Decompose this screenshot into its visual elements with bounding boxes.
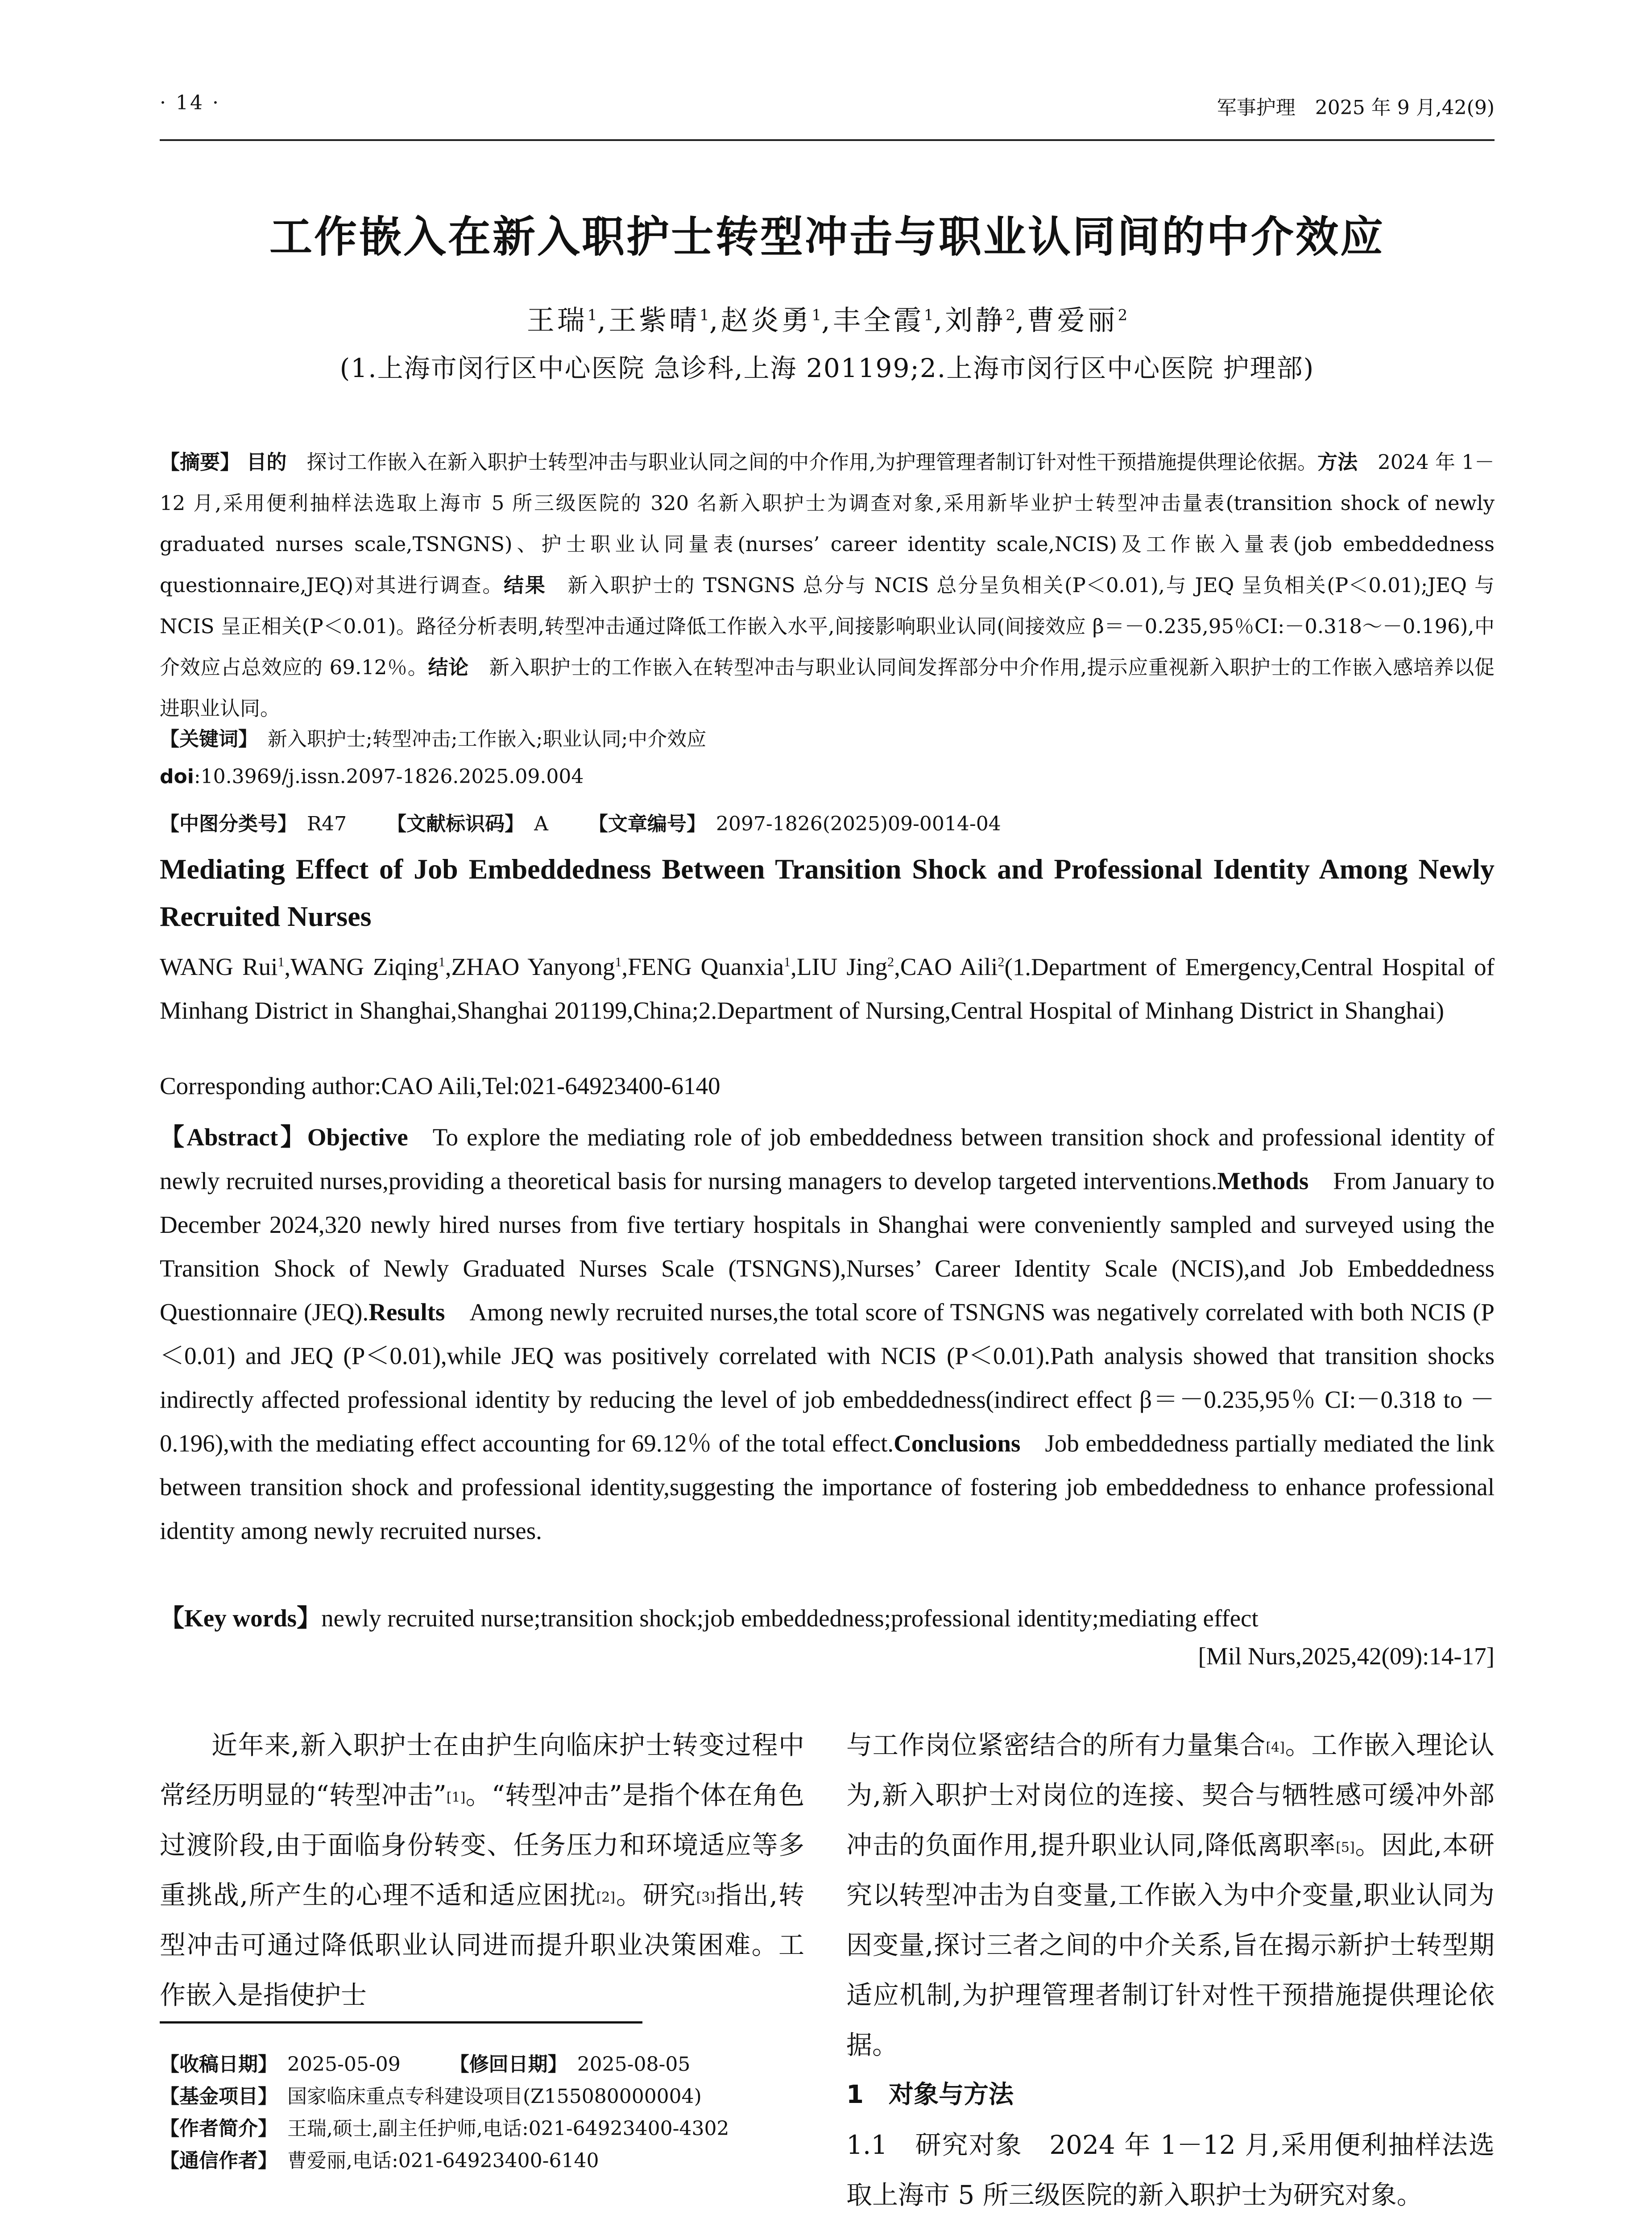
author-bio-value: 王瑞,硕士,副主任护师,电话:021-64923400-4302 (287, 2117, 729, 2140)
subsection-1-1 (846, 2120, 1495, 2220)
author-cn: 王紫晴$^1$ (609, 304, 709, 336)
results-label-en: Results (368, 1298, 445, 1326)
keywords-en (160, 1598, 1495, 1634)
keywords-label-en: 【Key words】 (160, 1605, 322, 1632)
author-cn: 曹爱丽$^2$ (1027, 304, 1128, 336)
author-cn: 赵炎勇$^1$ (720, 304, 822, 336)
reference-link[interactable]: [1] (446, 1790, 466, 1805)
footnote-fund (160, 2080, 702, 2109)
article-no-label: 【文章编号】 (588, 813, 706, 835)
footnote-rule (160, 2021, 642, 2024)
author-en: FENG Quanxia$^1$ (628, 953, 791, 981)
revised-label: 【修回日期】 (449, 2053, 567, 2076)
article-title-cn: 工作嵌入在新入职护士转型冲击与职业认同间的中介效应 (269, 212, 1385, 262)
footnote-corresponding (160, 2144, 599, 2173)
methods-text-en: From January to December 2024,320 newly hired nurses from five tertiary hospitals in Shanghai were conveniently sampled and surveyed using the Transition Shock of Newly Graduated Nurses Scale (TSNGNS),Nurses’ Career Identity Scale (NCIS),and Job Embeddedness Questionnaire (JEQ). (160, 1167, 1495, 1326)
affiliation-cn: (1.上海市闵行区中心医院 急诊科,上海 201199;2.上海市闵行区中心医院 护理部) (340, 353, 1315, 383)
clc-value: R47 (307, 813, 347, 835)
article-no-value: 2097-1826(2025)09-0014-04 (716, 813, 1001, 835)
received-date: 2025-05-09 (287, 2053, 401, 2076)
clc-label: 【中图分类号】 (160, 813, 297, 835)
fund-value: 国家临床重点专科建设项目(Z155080000004) (287, 2085, 702, 2108)
affiliation-en: (1.Department of Emergency,Central Hospital of Minhang District in Shanghai,Shanghai 201199,China;2.Department of Nursing,Central Hospital of Minhang District in Shanghai) (160, 953, 1495, 1024)
methods-text-cn: 2024 年 1－12 月,采用便利抽样法选取上海市 5 所三级医院的 320 名新入职护士为调查对象,采用新毕业护士转型冲击量表(transition shock of newly graduated nurses scale,TSNGNS)、护士职业认同量表(nurses’ career identity scale,NCIS)及工作嵌入量表(job embeddedness questionnaire,JEQ)对其进行调查。 (160, 450, 1495, 597)
results-label-cn: 结果 (504, 573, 547, 597)
doc-code-value: A (534, 813, 548, 835)
author-en: WANG Rui$^1$ (160, 953, 285, 981)
methods-label-en: Methods (1217, 1167, 1309, 1194)
keywords-text-en: newly recruited nurse;transition shock;job embeddedness;professional identity;mediating effect (321, 1605, 1259, 1632)
header-rule (160, 139, 1495, 141)
author-bio-label: 【作者简介】 (160, 2117, 277, 2140)
fund-label: 【基金项目】 (160, 2085, 277, 2108)
author-cn: 王瑞$^1$ (526, 304, 597, 336)
abstract-label-en: 【Abstract】 (160, 1124, 307, 1151)
author-en: WANG Ziqing$^1$ (290, 953, 445, 981)
citation: [Mil Nurs,2025,42(09):14-17] (1198, 1642, 1495, 1670)
objective-label-en: Objective (307, 1124, 408, 1151)
subsection-1-1-label: 1.1 研究对象 (846, 2130, 1023, 2160)
objective-label-cn: 目的 (246, 450, 287, 474)
author-cn: 刘静$^2$ (945, 304, 1015, 336)
results-text-en: Among newly recruited nurses,the total score of TSNGNS was negatively correlated with both NCIS (P＜0.01) and JEQ (P＜0.01),while JEQ was positively correlated with NCIS (P＜0.01).Path analysis showed that transition shocks indirectly affected professional identity by reducing the level of job embeddedness(indirect effect β＝－0.235,95％ CI:－0.318 to －0.196),with the mediating effect accounting for 69.12％ of the total effect. (160, 1298, 1495, 1457)
body-paragraph-continued: 与工作岗位紧密结合的所有力量集合[4]。工作嵌入理论认为,新入职护士对岗位的连接、契合与牺牲感可缓冲外部冲击的负面作用,提升职业认同,降低离职率[5]。因此,本研究以转型冲击为自变量,工作嵌入为中介变量,职业认同为因变量,探讨三者之间的中介关系,旨在揭示新护士转型期适应机制,为护理管理者制订针对性干预措施提供理论依据。 1 对象与方法 1.1 研究对象 2024 年 1－12 月,采用便利抽样法选取上海市 5 所三级医院的新入职护士为研究对象。 (846, 1720, 1495, 2220)
journal-issue: 军事护理 2025 年 9 月,42(9) (1217, 96, 1495, 119)
doi-link[interactable]: :10.3969/j.issn.2097-1826.2025.09.004 (194, 765, 584, 788)
body-paragraph-intro: 近年来,新入职护士在由护生向临床护士转变过程中常经历明显的“转型冲击”[1]。“转型冲击”是指个体在角色过渡阶段,由于面临身份转变、任务压力和环境适应等多重挑战,所产生的心理不适和适应困扰[2]。研究[3]指出,转型冲击可通过降低职业认同进而提升职业决策困难。工作嵌入是指使护士 (160, 1730, 804, 2010)
doi-line (160, 765, 1495, 788)
reference-link[interactable]: [3] (696, 1890, 716, 1905)
received-label: 【收稿日期】 (160, 2053, 277, 2076)
doi-label: doi (160, 765, 194, 788)
footnote-author-bio (160, 2112, 729, 2141)
classification-line (160, 808, 1495, 836)
author-en: ZHAO Yanyong$^1$ (451, 953, 622, 981)
abstract-en (160, 1116, 1495, 1553)
abstract-cn (160, 442, 1495, 729)
author-en: LIU Jing$^2$ (796, 953, 894, 981)
revised-date: 2025-08-05 (577, 2053, 691, 2076)
doc-code-label: 【文献标识码】 (387, 813, 525, 835)
page-number: · 14 · (160, 91, 220, 114)
methods-label-cn: 方法 (1317, 450, 1358, 474)
section-heading-1: 1 对象与方法 (846, 2080, 1014, 2109)
author-en: CAO Aili$^2$ (900, 953, 1005, 981)
conclusions-text-en: Job embeddedness partially mediated the link between transition shock and professional identity,suggesting the importance of fostering job embeddedness to enhance professional identity among newly recruited nurses. (160, 1430, 1495, 1544)
corresponding-author-en: Corresponding author:CAO Aili,Tel:021-64923400-6140 (160, 1072, 720, 1099)
reference-link[interactable]: [2] (596, 1890, 615, 1905)
corresponding-label: 【通信作者】 (160, 2149, 277, 2172)
objective-text-cn: 探讨工作嵌入在新入职护士转型冲击与职业认同之间的中介作用,为护理管理者制订针对性干预措施提供理论依据。 (306, 450, 1318, 474)
conclusion-label-cn: 结论 (428, 655, 469, 679)
keywords-text-cn: 新入职护士;转型冲击;工作嵌入;职业认同;中介效应 (268, 728, 707, 751)
keywords-label-cn: 【关键词】 (160, 728, 258, 751)
author-list-cn: 王瑞$^1$,王紫晴$^1$,赵炎勇$^1$,丰全霞$^1$,刘静$^2$,曹爱丽$^2$ (526, 304, 1128, 336)
keywords-cn (160, 723, 1495, 751)
corresponding-value: 曹爱丽,电话:021-64923400-6140 (287, 2149, 599, 2172)
footnote-dates (160, 2048, 690, 2077)
subsection-1-1-text: 2024 年 1－12 月,采用便利抽样法选取上海市 5 所三级医院的新入职护士为研究对象。 (846, 2130, 1495, 2210)
objective-text-en: To explore the mediating role of job embeddedness between transition shock and professional identity of newly recruited nurses,providing a theoretical basis for nursing managers to develop targeted interventions. (160, 1124, 1495, 1194)
author-list-en: WANG Rui$^1$,WANG Ziqing$^1$,ZHAO Yanyong$^1$,FENG Quanxia$^1$,LIU Jing$^2$,CAO Aili$^2$(1.Department of Emergency,Central Hospital of Minhang District in Shanghai,Shanghai 201199,China;2.Department of Nursing,Central Hospital of Minhang District in Shanghai) (160, 953, 1495, 1024)
abstract-label-cn: 【摘要】 (160, 450, 240, 474)
reference-link[interactable]: [4] (1266, 1740, 1285, 1755)
article-title-en: Mediating Effect of Job Embeddedness Between Transition Shock and Professional Identity Among Newly Recruited Nurses (160, 853, 1495, 932)
conclusions-label-en: Conclusions (894, 1430, 1021, 1457)
conclusion-text-cn: 新入职护士的工作嵌入在转型冲击与职业认同间发挥部分中介作用,提示应重视新入职护士的工作嵌入感培养以促进职业认同。 (160, 655, 1495, 720)
reference-link[interactable]: [5] (1336, 1840, 1355, 1855)
author-cn: 丰全霞$^1$ (832, 304, 934, 336)
results-text-cn: 新入职护士的 TSNGNS 总分与 NCIS 总分呈负相关(P＜0.01),与 JEQ 呈负相关(P＜0.01);JEQ 与 NCIS 呈正相关(P＜0.01)。路径分析表明,转型冲击通过降低工作嵌入水平,间接影响职业认同(间接效应 β＝－0.235,95％CI:－0.318～－0.196),中介效应占总效应的 69.12％。 (160, 573, 1495, 679)
